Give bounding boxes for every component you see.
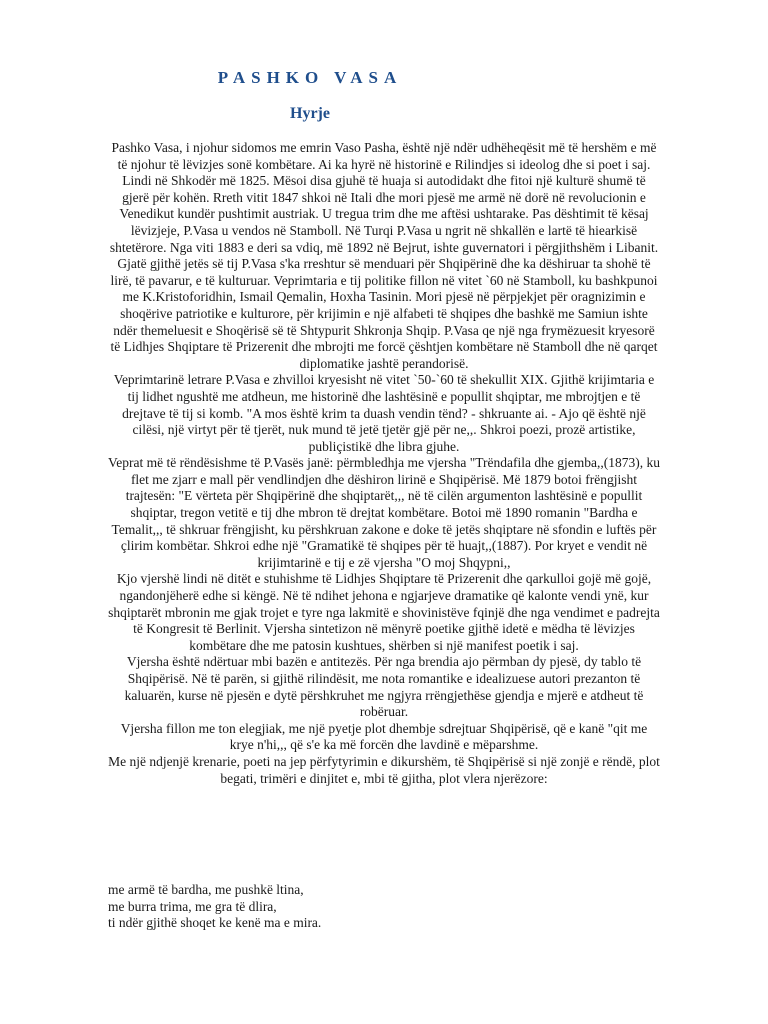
paragraph-poem-structure: Vjersha është ndërtuar mbi bazën e antitezës. Për nga brendia ajo përmban dy pjesë, dy tablo të Shqipërisë. Në të parën, si gjithë rilindësit, me nota romantike e idealizuese autori prezanton të kaluarën, kurse në pjesën e dytë përshkruhet me ngjyra rrëngjethëse gjendja e mjerë e atdheut të robëruar. xyxy=(124,654,644,720)
paragraph-literary-activity: Veprimtarinë letrare P.Vasa e zhvilloi kryesisht në vitet `50-`60 të shekullit XIX. Gjithë krijimtaria e tij lidhet ngushtë me atdheun, me historinë dhe lashtësinë e popullit shqiptar, me mbrojtjen e të drejtave të tij si komb. "A mos është krim ta duash vendin tënd? - shkruante ai. - Ajo që është një cilësi, një virtyt për të tjerët, nuk mund të jetë tjetër gjë për ne,,. Shkroi poezi, prozë artistike, publiçistikë dhe libra gjuhe. xyxy=(113,372,655,454)
verse-line: me armë të bardha, me pushkë ltina, xyxy=(108,882,304,897)
document-title: PASHKO VASA xyxy=(217,68,403,87)
section-heading: Hyrje xyxy=(290,105,330,122)
paragraph-poem-opening: Vjersha fillon me ton elegjiak, me një pyetje plot dhembje sdrejtuar Shqipërisë, që e kanë "qit me krye n'hi,,, që s'e ka më forcën dhe lavdinë e mëparshme. xyxy=(120,720,648,753)
paragraph-poem-imagery: Me një ndjenjë krenarie, poeti na jep përfytyrimin e dikurshëm, të Shqipërisë si një zonjë e rëndë, plot begati, trimëri e dinjitet e, mbi të gjitha, plot vlera njerëzore: xyxy=(108,753,660,786)
paragraph-biography: Pashko Vasa, i njohur sidomos me emrin Vaso Pasha, është një ndër udhëheqësit më të hershëm e më të njohur të lëvizjes sonë kombëtare. Ai ka hyrë në historinë e Rilindjes si ideolog dhe si poet i saj. Lindi në Shkodër më 1825. Mësoi disa gjuhë të huaja si autodidakt dhe fitoi një kulturë shumë të gjerë për kohën. Rreth vitit 1847 shkoi në Itali dhe mori pjesë me armë në dorë në revolucionin e Venedikut kundër pushtimit austriak. U tregua trim dhe me aftësi ushtarake. Pas dështimit të kësaj lëvizjeje, P.Vasa u vendos në Stamboll. Në Turqi P.Vasa u ngrit në shkallën e lartë të hiearkisë shtetërore. Nga viti 1883 e deri sa vdiq, më 1892 në Bejrut, ishte guvernatori i përgjithshëm i Libanit. Gjatë gjithë jetës së tij P.Vasa s'ka rreshtur së menduari për Shqipërinë dhe ka dëshiruar ta shohë të lirë, të pavarur, e të kulturuar. Veprimtaria e tij politike fillon në vitet `60 në Stamboll, ku bashkpunoi me K.Kristoforidhin, Ismail Qemalin, Hoxha Tasinin. Mori pjesë në përpjekjet për oragnizimin e shoqërive patriotike e kulturore, për krijimin e një alfabeti të shqipes dhe bashkë me Samiun ishte ndër themeluesit e Shoqërisë së të Shtypurit Shkronja Shqip. P.Vasa qe një nga frymëzuesit kryesorë të Lidhjes Shqiptare të Prizerenit dhe mbrojti me forcë çështjen kombëtare në Stamboll dhe në qarqet diplomatike jashtë perandorisë. xyxy=(109,140,659,371)
paragraph-works: Veprat më të rëndësishme të P.Vasës janë: përmbledhja me vjersha "Trëndafila dhe gjemba,,(1873), ku flet me zjarr e mall për vendlindjen dhe dëshiron lirinë e Shqipërisë. Më 1879 botoi frëngjisht trajtesën: "E vërteta për Shqipërinë dhe shqiptarët,,, në të cilën argumenton lashtësinë e popullit shqiptar, tregon vetitë e tij dhe mbron të drejtat kombëtare. Botoi më 1890 romanin "Bardha e Temalit,,, të shkruar frëngjisht, ku përshkruan zakone e doke të jetës shqiptare në sfondin e luftës për çlirim kombëtar. Shkroi edhe një "Gramatikë të shqipes për të huajt,,(1887). Por kryet e vendit në krijimtarinë e tij e zë vjersha "O moj Shqypni,, xyxy=(108,455,660,570)
verse-quote xyxy=(108,882,660,932)
verse-line: me burra trima, me gra të dlira, xyxy=(108,898,277,914)
paragraph-poem-origin: Kjo vjershë lindi në ditët e stuhishme të Lidhjes Shqiptare të Prizerenit dhe qarkulloi gojë më gojë, ngandonjëherë edhe si këngë. Në të ndihet jehona e ngjarjeve dramatike që kalonte vendi ynë, kur shqiptarët mbronin me gjak trojet e tyre nga lakmitë e shovinistëve fqinjë dhe nga vendimet e padrejta të Kongresit të Berlinit. Vjersha sintetizon në mënyrë poetike gjithë idetë e mëdha të lëvizjes kombëtare dhe me patosin kushtues, shërben si një manifest poetik i saj. xyxy=(108,571,660,653)
document-body xyxy=(108,140,660,787)
verse-line: ti ndër gjithë shoqet ke kenë ma e mira. xyxy=(108,915,322,931)
